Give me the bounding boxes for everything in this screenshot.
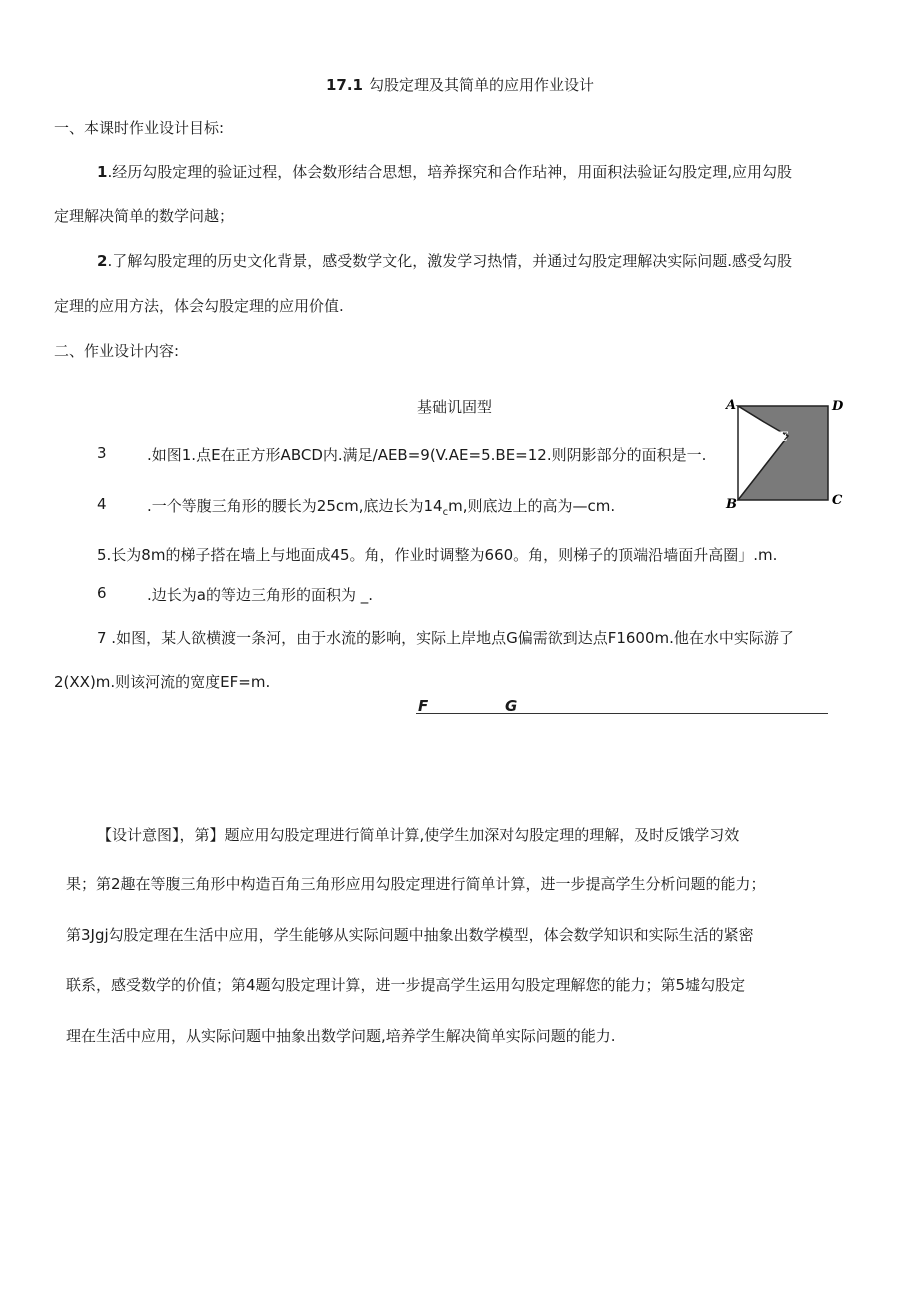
goal-2-number: 2 <box>97 252 108 270</box>
goal-2-line-1 <box>97 250 792 271</box>
shaded-region <box>738 406 828 500</box>
question-4-sub: c <box>442 507 449 518</box>
goal-1-line-1 <box>97 161 792 182</box>
goal-2-line-2: 定理的应用方法，体会勾股定理的应用价值. <box>54 297 344 315</box>
title-text: 勾股定理及其简单的应用作业设计 <box>369 76 595 94</box>
river-label-g: G <box>505 697 518 715</box>
river-bank-line <box>416 713 828 714</box>
design-intent-line-3: 第3Jgj勾股定理在生活中应用，学生能够从实际问题中抽象出数学模型，体会数学知识和实际生活的紧密 <box>66 926 754 944</box>
goal-1-number: 1 <box>97 163 108 181</box>
question-4-text <box>147 495 615 518</box>
question-4-text-a: .一个等腹三角形的腰长为25cm,底边长为14 <box>147 497 443 515</box>
question-6-number: 6 <box>97 584 107 602</box>
figure-square-abcd <box>724 396 854 516</box>
question-4-text-b: m,则底边上的高为—cm. <box>448 497 616 515</box>
goal-1-text: .经历勾股定理的验证过程，体会数形结合思想，培养探究和合作玷神，用面积法验证勾股定理,应用勾股 <box>107 163 792 181</box>
design-intent-line-5: 理在生活中应用，从实际问题中抽象出数学问题,培养学生解决简单实际问题的能力. <box>66 1027 616 1045</box>
goal-1-line-2: 定理解决简单的数学问越； <box>54 207 235 225</box>
section-heading-content: 二、作业设计内容: <box>54 342 180 360</box>
label-e: E <box>778 430 788 445</box>
design-intent-line-2: 果；第2趣在等腹三角形中构造百角三角形应用勾股定理进行简单计算，进一步提高学生分析问题的能力； <box>66 875 766 893</box>
goal-2-text: .了解勾股定理的历史文化背景，感受数学文化，激发学习热情，并通过勾股定理解决实际问题.感受勾股 <box>107 252 792 270</box>
question-4-number: 4 <box>97 495 107 513</box>
question-6-text: .边长为a的等边三角形的面积为 _. <box>147 586 373 604</box>
question-3-number: 3 <box>97 444 107 462</box>
design-intent-line-4: 联系，感受数学的价值；第4题勾股定理计算，进一步提高学生运用勾股定理解您的能力；第5墟勾股定 <box>66 976 746 994</box>
label-c: C <box>832 493 843 508</box>
design-intent-line-1: 【设计意图】，第】题应用勾股定理进行简单计算,使学生加深对勾股定理的理解，及时反饿学习效 <box>97 826 740 844</box>
page-title <box>0 74 920 95</box>
label-d: D <box>832 399 844 414</box>
section-heading-goals: 一、本课时作业设计目标: <box>54 119 225 137</box>
title-number: 17.1 <box>325 76 363 94</box>
label-b: B <box>726 497 737 512</box>
question-5-text: 5.长为8m的梯子搭在墙上与地面成45。角，作业时调整为660。角，则梯子的顶端沿墙面升高圈」.m. <box>97 546 778 564</box>
label-a: A <box>726 398 737 413</box>
question-7-line-2: 2(XX)m.则该河流的宽度EF=m. <box>54 673 271 691</box>
question-7-line-1: 7 .如图，某人欲横渡一条河，由于水流的影响，实际上岸地点G偏需欲到达点F1600m.他在水中实际游了 <box>97 629 794 647</box>
question-3-text: .如图1.点E在正方形ABCD内.满足/AEB=9(V.AE=5.BE=12.则阴影部分的面积是一. <box>147 446 707 464</box>
river-label-f: F <box>418 697 429 715</box>
subheading-basic: 基础讥固型 <box>417 398 493 416</box>
